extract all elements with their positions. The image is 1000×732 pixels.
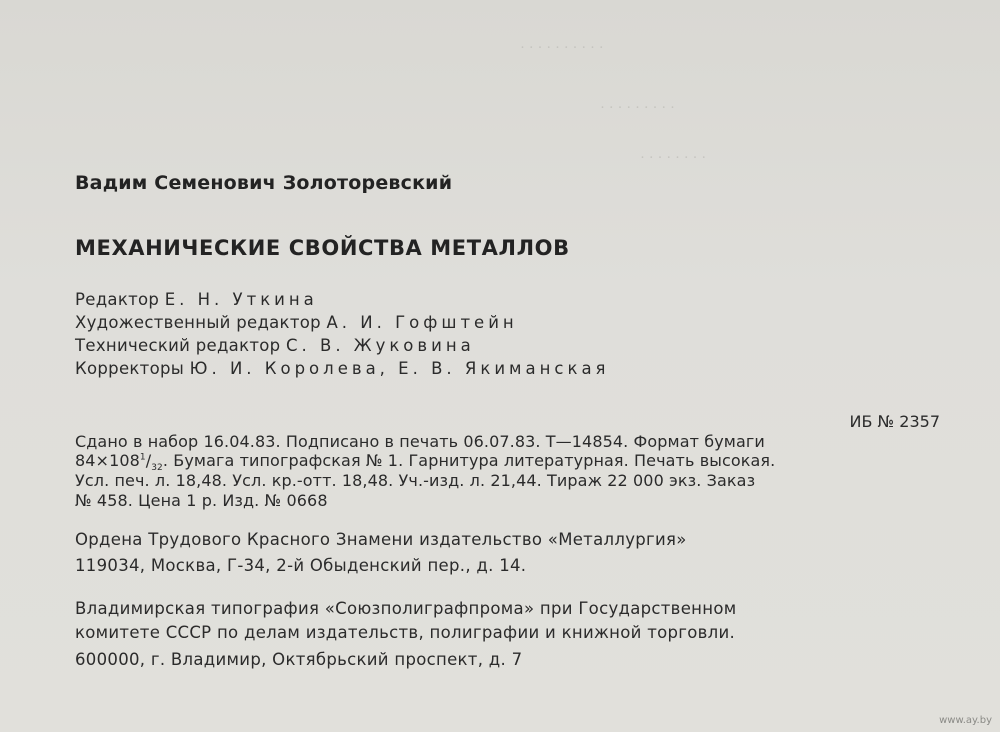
credit-tech-editor — [75, 336, 475, 355]
printer-line-2: комитете СССР по делам издательств, полиграфии и книжной торговли. — [75, 623, 736, 642]
credit-proofreaders — [75, 359, 609, 378]
paper-format: 84×108 — [75, 451, 140, 470]
show-through-text: · · · · · · · · · · — [520, 40, 604, 56]
credit-person: С. В. Жуковина — [285, 336, 475, 355]
publisher-name: Ордена Трудового Красного Знамени издательство «Металлургия» — [75, 530, 687, 549]
publisher-address: 119034, Москва, Г-34, 2-й Обыденский пер., д. 14. — [75, 556, 527, 575]
ib-number: ИБ № 2357 — [849, 412, 940, 431]
site-watermark: www.ay.by — [939, 715, 992, 726]
credit-role: Художественный редактор — [75, 313, 321, 332]
credit-art-editor — [75, 313, 518, 332]
format-denominator: 32 — [151, 463, 163, 474]
show-through-text: · · · · · · · · · — [600, 100, 675, 116]
credit-person: А. И. Гофштейн — [326, 313, 518, 332]
imprint-line-3: Усл. печ. л. 18,48. Усл. кр.-отт. 18,48. Уч.-изд. л. 21,44. Тираж 22 000 экз. Заказ — [75, 471, 756, 490]
credit-role: Редактор — [75, 290, 160, 309]
printer-line-1: Владимирская типография «Союзполиграфпрома» при Государственном — [75, 599, 737, 618]
imprint-line-2: $84\times 108^1/_{32}$. Бумага типографская № 1. Гарнитура литературная. Печать высокая. — [75, 451, 776, 474]
imprint-line-2-text: . Бумага типографская № 1. Гарнитура литературная. Печать высокая. — [162, 451, 776, 470]
credit-person: Ю. И. Королева, Е. В. Якиманская — [189, 359, 610, 378]
printer-address: 600000, г. Владимир, Октябрьский проспект, д. 7 — [75, 650, 523, 669]
book-title: МЕХАНИЧЕСКИЕ СВОЙСТВА МЕТАЛЛОВ — [75, 236, 570, 260]
credit-role: Технический редактор — [75, 336, 281, 355]
credit-person: Е. Н. Уткина — [164, 290, 318, 309]
author-name: Вадим Семенович Золоторевский — [75, 172, 453, 194]
credit-role: Корректоры — [75, 359, 185, 378]
credit-editor — [75, 290, 318, 309]
imprint-line-1: Сдано в набор 16.04.83. Подписано в печать 06.07.83. Т—14854. Формат бумаги — [75, 432, 765, 451]
format-numerator: 1 — [139, 452, 146, 463]
show-through-text: · · · · · · · · — [640, 150, 707, 166]
imprint-line-4: № 458. Цена 1 р. Изд. № 0668 — [75, 491, 328, 510]
